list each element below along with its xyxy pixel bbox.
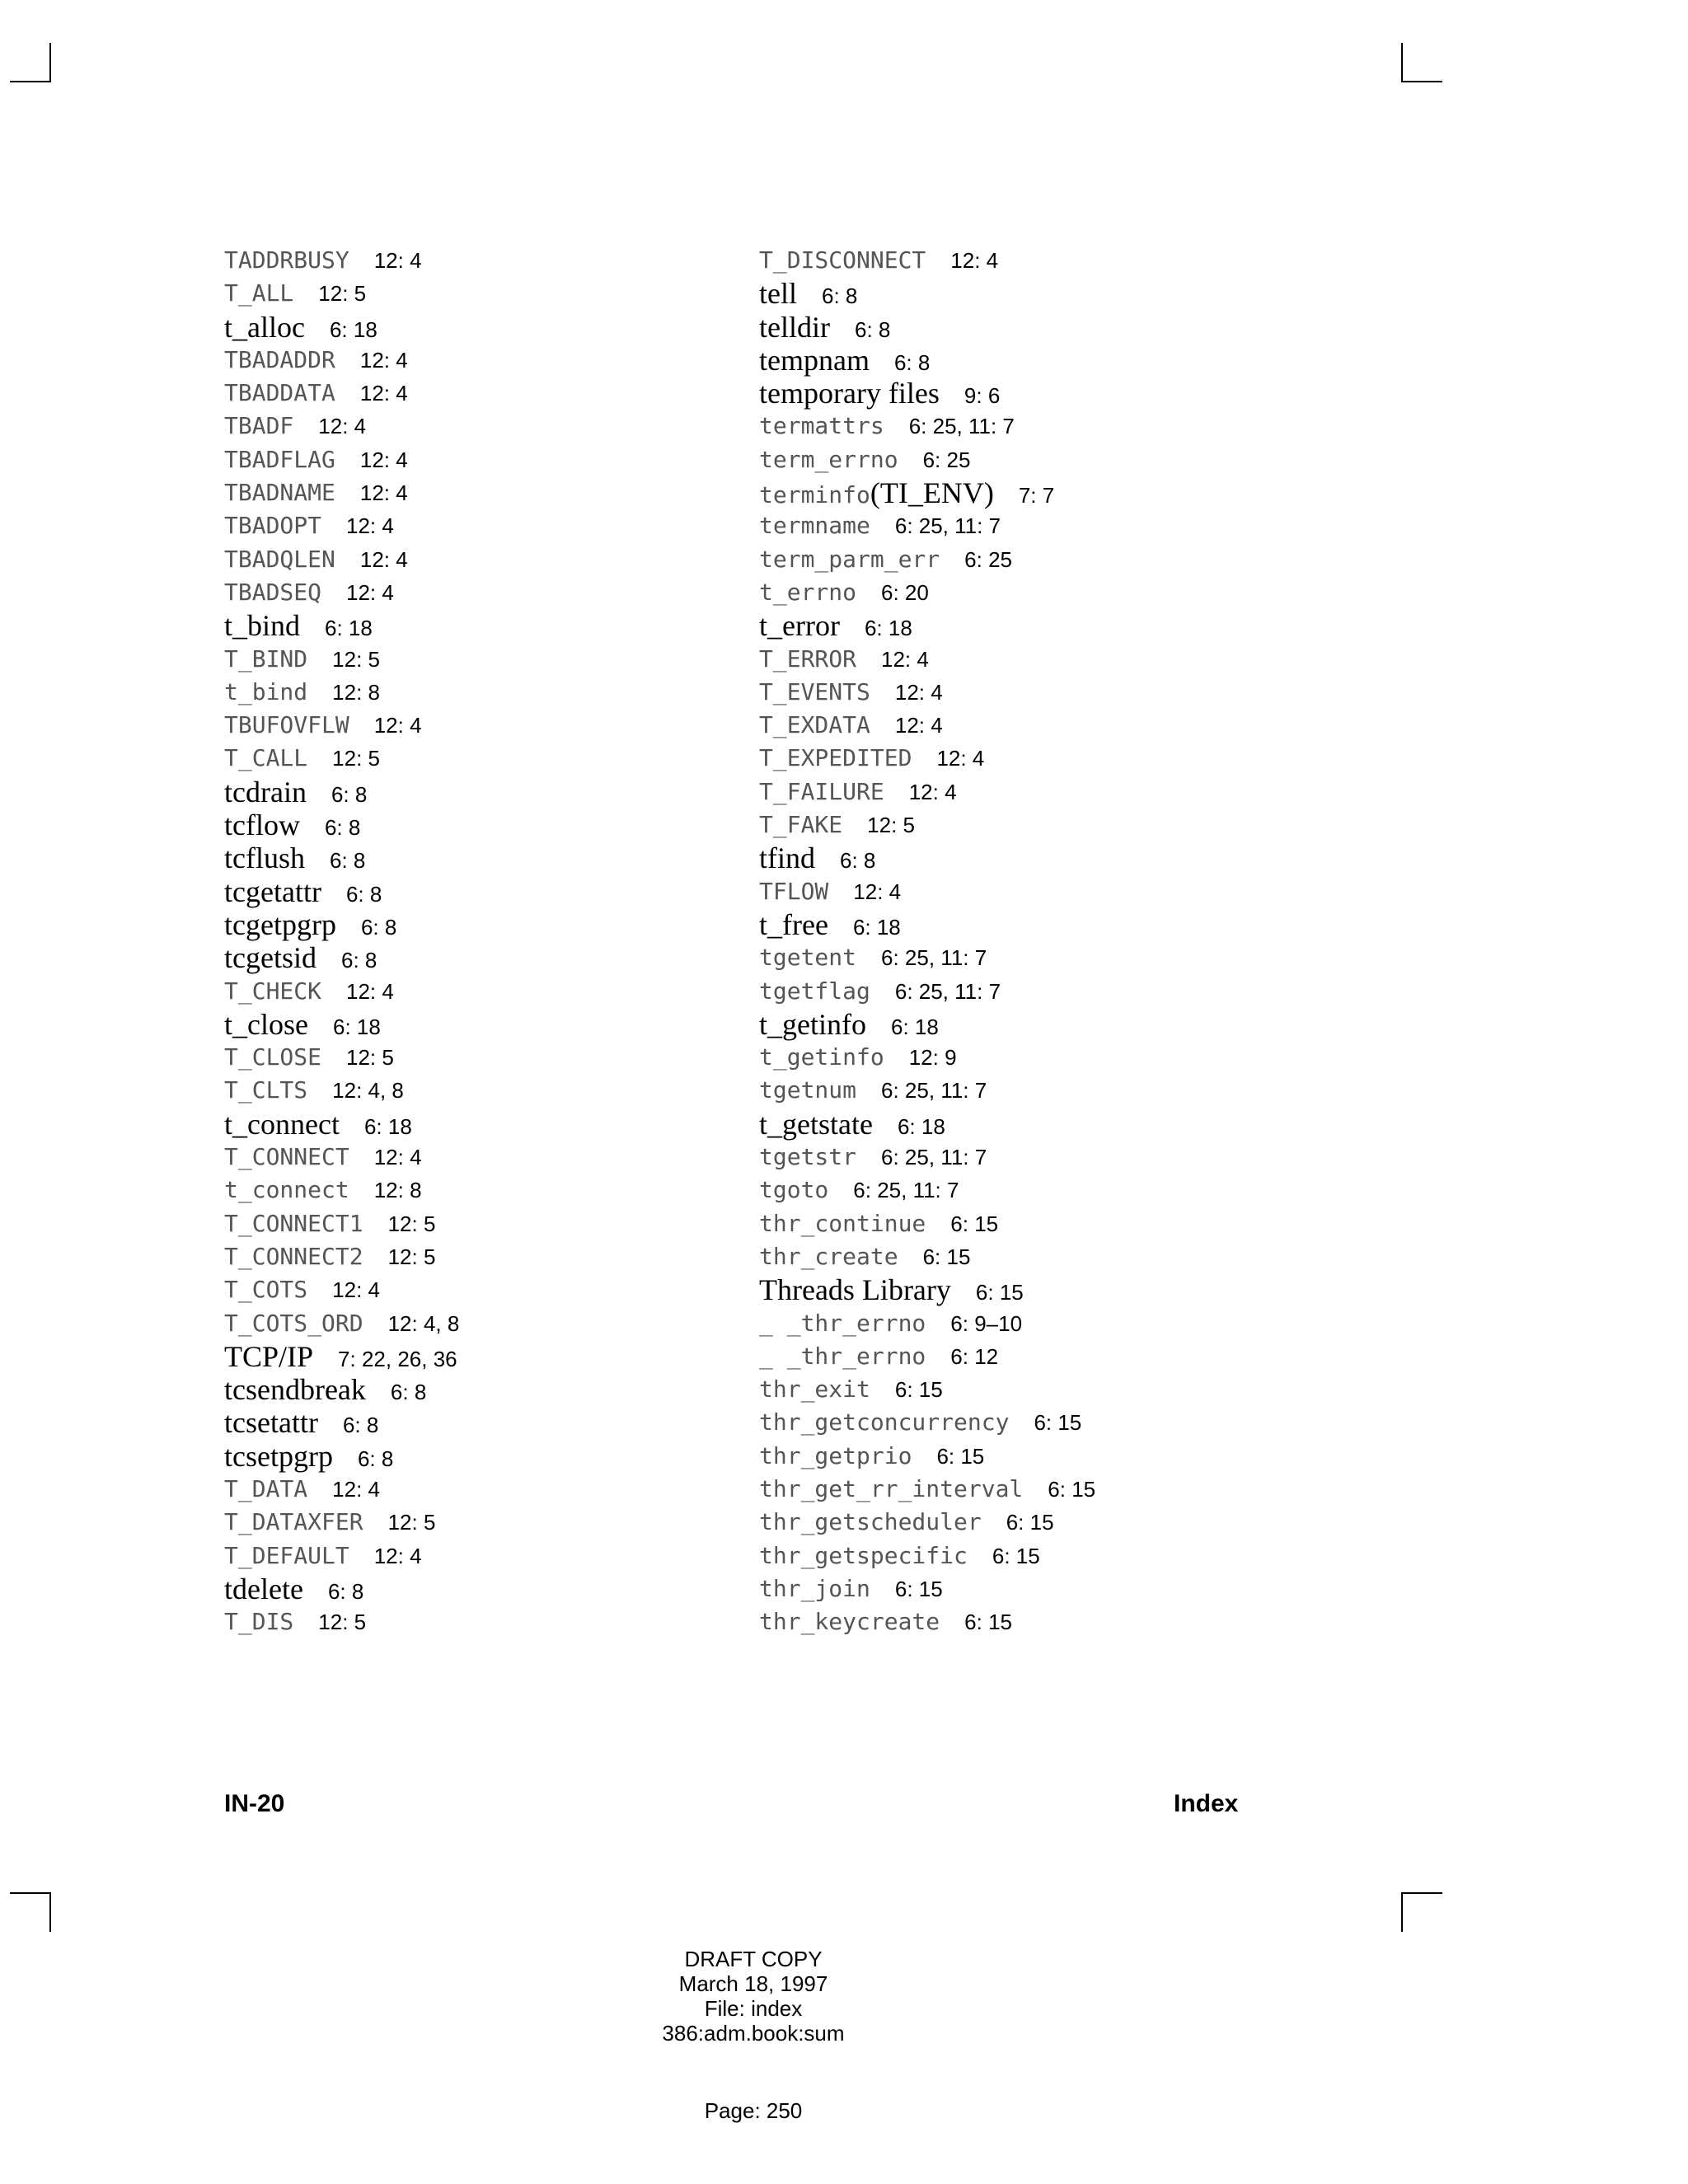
index-ref: 6: 25, 11: 7 [881,1078,987,1104]
index-term: T_CONNECT1 [224,1209,363,1237]
index-entry [759,609,1095,642]
index-entry [759,975,1095,1008]
index-ref: 6: 18 [897,1113,945,1139]
index-ref: 6: 25, 11: 7 [894,513,1001,539]
index-entry [224,841,459,874]
index-ref: 12: 5 [867,813,915,838]
index-ref: 12: 5 [387,1211,436,1236]
index-ref: 12: 4 [359,480,408,506]
index-term: TBADSEQ [224,578,322,606]
index-term: _ _thr_errno [759,1309,926,1337]
index-entry [759,676,1095,709]
index-entry [224,643,459,676]
index-term: T_ERROR [759,644,857,673]
draft-line: DRAFT COPY [684,1947,823,1971]
index-term: Threads Library [759,1273,951,1307]
index-ref: 6: 25, 11: 7 [881,1145,987,1170]
index-ref: 6: 18 [332,1014,381,1039]
index-entry [224,875,459,908]
index-term: TBADF [224,412,294,440]
index-ref: 12: 4 [346,579,394,605]
index-term: telldir [759,310,830,344]
index-ref: 6: 18 [325,616,373,641]
index-term: tcgetpgrp [224,907,336,941]
index-ref: 6: 15 [975,1280,1024,1305]
index-term: TBADNAME [224,479,335,507]
index-entry [224,776,459,808]
index-term-suffix: (TI_ENV) [870,476,994,510]
index-term: TBADDATA [224,379,335,407]
index-ref: 12: 4 [359,381,408,406]
index-entry [224,1074,459,1107]
index-term: tcgetsid [224,941,316,975]
index-entry [759,1074,1095,1107]
index-entry [759,1307,1095,1340]
index-ref: 12: 5 [346,1045,394,1071]
index-ref: 6: 15 [936,1443,985,1469]
index-term: termattrs [759,412,884,440]
index-term: thr_getscheduler [759,1508,982,1536]
index-entry [759,443,1095,476]
index-term: T_DIS [224,1608,294,1636]
index-ref: 12: 8 [373,1178,422,1203]
index-ref: 6: 15 [1006,1510,1054,1535]
index-term: tcdrain [224,775,307,808]
index-entry [759,643,1095,676]
index-term: T_DATAXFER [224,1508,363,1536]
index-ref: 6: 15 [894,1377,943,1403]
index-entry [224,1174,459,1207]
index-ref: 6: 8 [360,914,397,940]
index-term: T_EXDATA [759,711,870,739]
index-term: t_error [759,609,840,643]
index-ref: 6: 25 [922,447,971,472]
index-term: termname [759,512,870,540]
index-entry [759,875,1095,908]
index-entry [759,941,1095,974]
index-term: thr_getconcurrency [759,1408,1010,1436]
index-ref: 12: 4 [894,679,943,705]
index-term: T_COTS [224,1276,308,1304]
index-term: T_DATA [224,1474,308,1502]
index-term: T_CONNECT2 [224,1242,363,1270]
index-ref: 6: 15 [950,1211,999,1236]
index-term: TBADADDR [224,345,335,373]
index-entry [224,908,459,941]
index-entry [224,1240,459,1273]
index-ref: 12: 5 [318,1610,367,1635]
index-term: TADDRBUSY [224,246,349,274]
index-entry [759,1605,1095,1638]
index-term: t_free [759,907,828,941]
index-term: tfind [759,841,815,875]
index-ref: 12: 4 [346,513,394,539]
index-term: tcsendbreak [224,1373,366,1407]
index-term: t_bind [224,609,301,643]
index-entry [224,311,459,344]
index-ref: 12: 4 [853,879,902,904]
index-ref: 6: 8 [840,848,876,874]
index-entry [224,277,459,310]
index-ref: 7: 22, 26, 36 [338,1346,457,1371]
index-term: tcgetattr [224,874,321,908]
index-term: T_COTS_ORD [224,1309,363,1337]
index-ref: 6: 20 [881,579,929,605]
index-term: T_ALL [224,279,294,307]
index-term: thr_getspecific [759,1541,968,1569]
index-term: t_connect [224,1176,349,1204]
index-entry [224,509,459,542]
index-ref: 12: 4 [950,248,999,273]
index-term: thr_getprio [759,1441,912,1469]
index-term: t_errno [759,578,857,606]
index-entry [224,808,459,841]
index-term: TBADQLEN [224,545,335,573]
index-ref: 12: 4 [318,414,367,439]
index-term: tgetstr [759,1143,857,1171]
index-ref: 12: 8 [332,679,380,705]
index-entry [759,908,1095,941]
index-ref: 12: 4 [881,646,929,672]
index-term: tgetnum [759,1076,857,1104]
index-term: TBADOPT [224,512,322,540]
page-number: Page: 250 [704,2098,803,2123]
index-entry [759,841,1095,874]
index-entry [759,377,1095,410]
index-ref: 6: 15 [922,1244,971,1269]
index-column-left [224,244,459,1638]
index-term: tgetflag [759,977,870,1005]
index-entry [759,344,1095,377]
index-ref: 12: 4, 8 [332,1078,404,1104]
index-entry [224,609,459,642]
index-entry [224,1141,459,1174]
index-term: thr_continue [759,1209,926,1237]
index-ref: 9: 6 [964,383,1001,409]
index-entry [224,1572,459,1605]
index-ref: 6: 15 [894,1576,943,1601]
index-entry [224,1041,459,1074]
index-ref: 6: 15 [1048,1476,1096,1502]
index-ref: 12: 4 [332,1277,380,1303]
draft-book: 386:adm.book:sum [662,2021,845,2046]
index-entry [759,1373,1095,1406]
index-entry [224,543,459,576]
index-term: TBADFLAG [224,445,335,473]
index-entry [224,576,459,609]
index-ref: 6: 18 [864,616,912,641]
index-entry [759,776,1095,808]
draft-stamp [588,1947,918,2046]
index-ref: 6: 25, 11: 7 [881,945,987,971]
index-ref: 6: 8 [327,1578,364,1604]
index-term: term_errno [759,445,898,473]
index-ref: 12: 4 [373,1145,422,1170]
index-ref: 6: 15 [992,1543,1040,1568]
index-term: tcsetpgrp [224,1439,333,1473]
index-entry [224,1108,459,1141]
index-entry [759,742,1095,775]
index-ref: 6: 15 [1034,1410,1082,1436]
index-ref: 6: 25, 11: 7 [894,978,1001,1004]
index-entry [224,1307,459,1340]
crop-mark-bottom-left-h [10,1892,51,1894]
index-ref: 12: 9 [908,1045,957,1071]
index-ref: 6: 8 [390,1380,427,1405]
index-entry [759,1273,1095,1306]
index-entry [759,277,1095,310]
index-entry [759,1473,1095,1506]
index-ref: 12: 4 [332,1476,380,1502]
index-entry [759,1240,1095,1273]
index-term: T_CONNECT [224,1143,349,1171]
index-ref: 6: 25 [964,546,1012,572]
index-entry [759,543,1095,576]
index-term: TFLOW [759,877,829,905]
index-ref: 6: 12 [950,1343,999,1369]
index-entry [224,344,459,377]
index-term: thr_exit [759,1376,870,1404]
index-entry [224,1207,459,1240]
index-entry [224,1506,459,1539]
crop-mark-bottom-left-v [49,1892,51,1932]
index-term: T_CHECK [224,977,322,1005]
crop-mark-top-right-v [1401,43,1403,82]
index-term: tell [759,277,797,311]
index-entry [224,1473,459,1506]
index-entry [759,1008,1095,1041]
index-entry [759,1506,1095,1539]
index-ref: 6: 15 [964,1610,1012,1635]
index-term: t_getinfo [759,1043,884,1071]
index-entry [759,244,1095,277]
index-term: thr_join [759,1574,870,1602]
index-term: thr_keycreate [759,1608,940,1636]
index-entry [759,311,1095,344]
index-term: T_CALL [224,744,308,772]
index-ref: 6: 8 [357,1446,394,1471]
index-entry [224,709,459,742]
index-entry [224,410,459,443]
index-ref: 6: 8 [893,349,931,375]
index-entry [759,1174,1095,1207]
index-entry [759,1207,1095,1240]
index-entry [224,1540,459,1572]
index-term: t_bind [224,677,308,705]
crop-mark-top-right-h [1401,81,1442,82]
index-ref: 6: 8 [821,284,858,309]
index-entry [224,443,459,476]
index-ref: 12: 5 [387,1244,436,1269]
index-term: tdelete [224,1572,303,1605]
index-entry [224,1340,459,1373]
index-ref: 12: 4 [894,713,943,738]
index-entry [759,1440,1095,1473]
index-ref: 12: 4 [359,546,408,572]
index-term: tcsetattr [224,1406,318,1440]
index-term: T_EVENTS [759,677,870,705]
index-ref: 6: 18 [890,1014,939,1039]
index-entry [759,1108,1095,1141]
index-ref: 12: 4, 8 [387,1310,460,1336]
index-term: TCP/IP [224,1339,314,1373]
index-ref: 12: 4 [373,713,422,738]
index-ref: 6: 8 [331,781,368,807]
index-term: T_BIND [224,644,308,673]
index-ref: 6: 9–10 [950,1310,1023,1336]
index-term: T_DISCONNECT [759,246,926,274]
index-term: T_DEFAULT [224,1541,349,1569]
index-entry [759,410,1095,443]
index-entry [224,941,459,974]
index-term: T_EXPEDITED [759,744,912,772]
section-title: Index [1174,1790,1239,1817]
index-ref: 12: 4 [936,746,985,771]
index-entry [224,377,459,410]
index-ref: 6: 25, 11: 7 [908,414,1015,439]
index-entry [759,576,1095,609]
crop-mark-top-left-h [10,81,51,82]
index-term: t_alloc [224,310,305,344]
index-entry [224,1273,459,1306]
index-term: tcflush [224,841,305,875]
index-entry [759,1141,1095,1174]
index-entry [759,476,1095,509]
index-ref: 12: 5 [387,1510,436,1535]
index-entry [759,1340,1095,1373]
page-id: IN-20 [224,1790,285,1817]
index-entry [759,1041,1095,1074]
index-entry [224,1605,459,1638]
index-term: t_close [224,1007,308,1041]
index-ref: 12: 4 [373,1543,422,1568]
index-term: t_getinfo [759,1007,866,1041]
index-ref: 6: 18 [329,316,377,342]
index-term: T_FAKE [759,811,843,839]
index-ref: 12: 4 [908,779,957,804]
index-ref: 12: 4 [373,248,422,273]
index-entry [224,1440,459,1473]
index-entry [224,476,459,509]
index-term: t_connect [224,1107,340,1141]
index-term: T_FAILURE [759,777,884,805]
index-ref: 6: 18 [363,1113,412,1139]
index-term: tempnam [759,343,870,377]
crop-mark-bottom-right-h [1401,1892,1442,1894]
index-term-code: terminfo [759,481,870,509]
draft-date: March 18, 1997 [678,1971,828,1996]
draft-file: File: index [704,1996,803,2021]
index-entry [759,709,1095,742]
index-entry [759,509,1095,542]
index-term: TBUFOVFLW [224,711,349,739]
index-entry [759,1406,1095,1439]
index-ref: 7: 7 [1018,483,1055,509]
index-ref: 12: 5 [332,646,380,672]
index-ref: 6: 8 [854,316,891,342]
index-term: temporary files [759,377,940,410]
index-ref: 6: 8 [329,848,366,874]
index-entry [224,1008,459,1041]
index-term: tcflow [224,808,300,842]
index-ref: 6: 25, 11: 7 [853,1178,959,1203]
index-ref: 6: 8 [345,881,382,907]
index-column-right [759,244,1095,1638]
index-entry [759,808,1095,841]
index-ref: 6: 8 [342,1413,379,1438]
index-entry [224,1373,459,1406]
index-ref: 12: 5 [332,746,380,771]
index-term: thr_get_rr_interval [759,1474,1024,1502]
index-term: term_parm_err [759,545,940,573]
crop-mark-top-left-v [49,43,51,82]
index-entry [224,244,459,277]
index-entry [224,975,459,1008]
index-entry [224,742,459,775]
index-ref: 12: 5 [318,281,367,307]
index-term: thr_create [759,1242,898,1270]
index-ref: 6: 18 [852,914,901,940]
index-ref: 6: 8 [340,948,377,973]
index-term: T_CLTS [224,1076,308,1104]
index-term: T_CLOSE [224,1043,322,1071]
index-ref: 12: 4 [346,978,394,1004]
index-term: tgetent [759,944,857,972]
index-term: tgoto [759,1176,829,1204]
index-entry [224,676,459,709]
index-ref: 6: 8 [324,815,361,841]
index-entry [759,1540,1095,1572]
index-entry [224,1406,459,1439]
index-entry [759,1572,1095,1605]
index-ref: 12: 4 [359,347,408,373]
index-term: t_getstate [759,1107,873,1141]
index-ref: 12: 4 [359,447,408,472]
crop-mark-bottom-right-v [1401,1892,1403,1932]
index-term: _ _thr_errno [759,1342,926,1370]
